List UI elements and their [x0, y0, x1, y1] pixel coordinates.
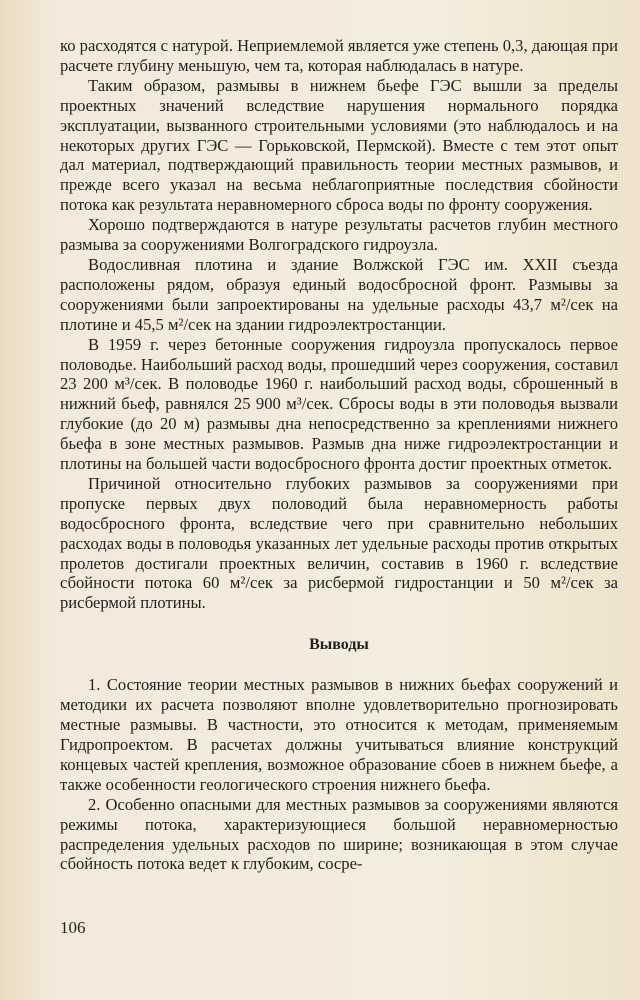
- page-number: 106: [60, 918, 86, 937]
- paragraph: Причиной относительно глубоких размывов за сооружениями при пропуске первых двух половодий была неравномерность работы водосбросного фронта, вследствие чего при сравнительно небольших расходах воды в половодья указанных лет удельные расходы против открытых пролетов достигали проектных величин, составив в 1960 г. вследствие сбойности потока 60 м²/сек за рисбермой гидростанции и 50 м²/сек за рисбермой плотины.: [60, 473, 618, 613]
- section-heading: Выводы: [309, 636, 369, 654]
- paragraph: 1. Состояние теории местных размывов в нижних бьефах сооружений и методики их расчета позволяют вполне удовлетворительно прогнозировать местные размывы. В частности, это относится к методам, применяемым Гидропроектом. В расчетах должны учитываться влияние конструкций концевых частей крепления, возможное образование сбоев в нижнем бьефе, а также особенности геологического строения нижнего бьефа.: [60, 675, 618, 794]
- paragraph: Водосливная плотина и здание Волжской ГЭС им. XXII съезда расположены рядом, образуя единый водосбросной фронт. Размывы за сооружениями были запроектированы на удельные расходы 43,7 м²/сек на плотине и 45,5 м²/сек на здании гидроэлектростанции.: [60, 254, 618, 334]
- paragraph: В 1959 г. через бетонные сооружения гидроузла пропускалось первое половодье. Наибольший расход воды, прошедший через сооружения, составил 23 200 м³/сек. В половодье 1960 г. наибольший расход воды, сброшенный в нижний бьеф, равнялся 25 900 м³/сек. Сбросы воды в эти половодья вызвали глубокие (до 20 м) размывы дна непосредственно за креплениями нижнего бьефа в зоне местных размывов. Размыв дна ниже гидроэлектростанции и плотины на большей части водосбросного фронта достиг проектных отметок.: [60, 334, 618, 474]
- paragraph: Хорошо подтверждаются в натуре результаты расчетов глубин местного размыва за сооружениями Волгоградского гидроузла.: [60, 215, 618, 255]
- paragraph: ко расходятся с натурой. Неприемлемой является уже степень 0,3, дающая при расчете глубину меньшую, чем та, которая наблюдалась в натуре.: [60, 36, 618, 75]
- paragraph: Таким образом, размывы в нижнем бьефе ГЭС вышли за пределы проектных значений вследствие нарушения нормального порядка эксплуатации, вызванного строительными условиями (это наблюдалось и на некоторых других ГЭС — Горьковской, Пермской). Вместе с тем этот опыт дал материал, подтверждающий правильность теории местных размывов, и прежде всего указал на весьма неблагоприятные последствия сбойности потока как результата неравномерного сброса воды по фронту сооружения.: [60, 75, 618, 215]
- paragraph: 2. Особенно опасными для местных размывов за сооружениями являются режимы потока, характеризующиеся большой неравномерностью распределения удельных расходов по ширине; возникающая в этом случае сбойность потока ведет к глубоким, сосре-: [60, 794, 618, 874]
